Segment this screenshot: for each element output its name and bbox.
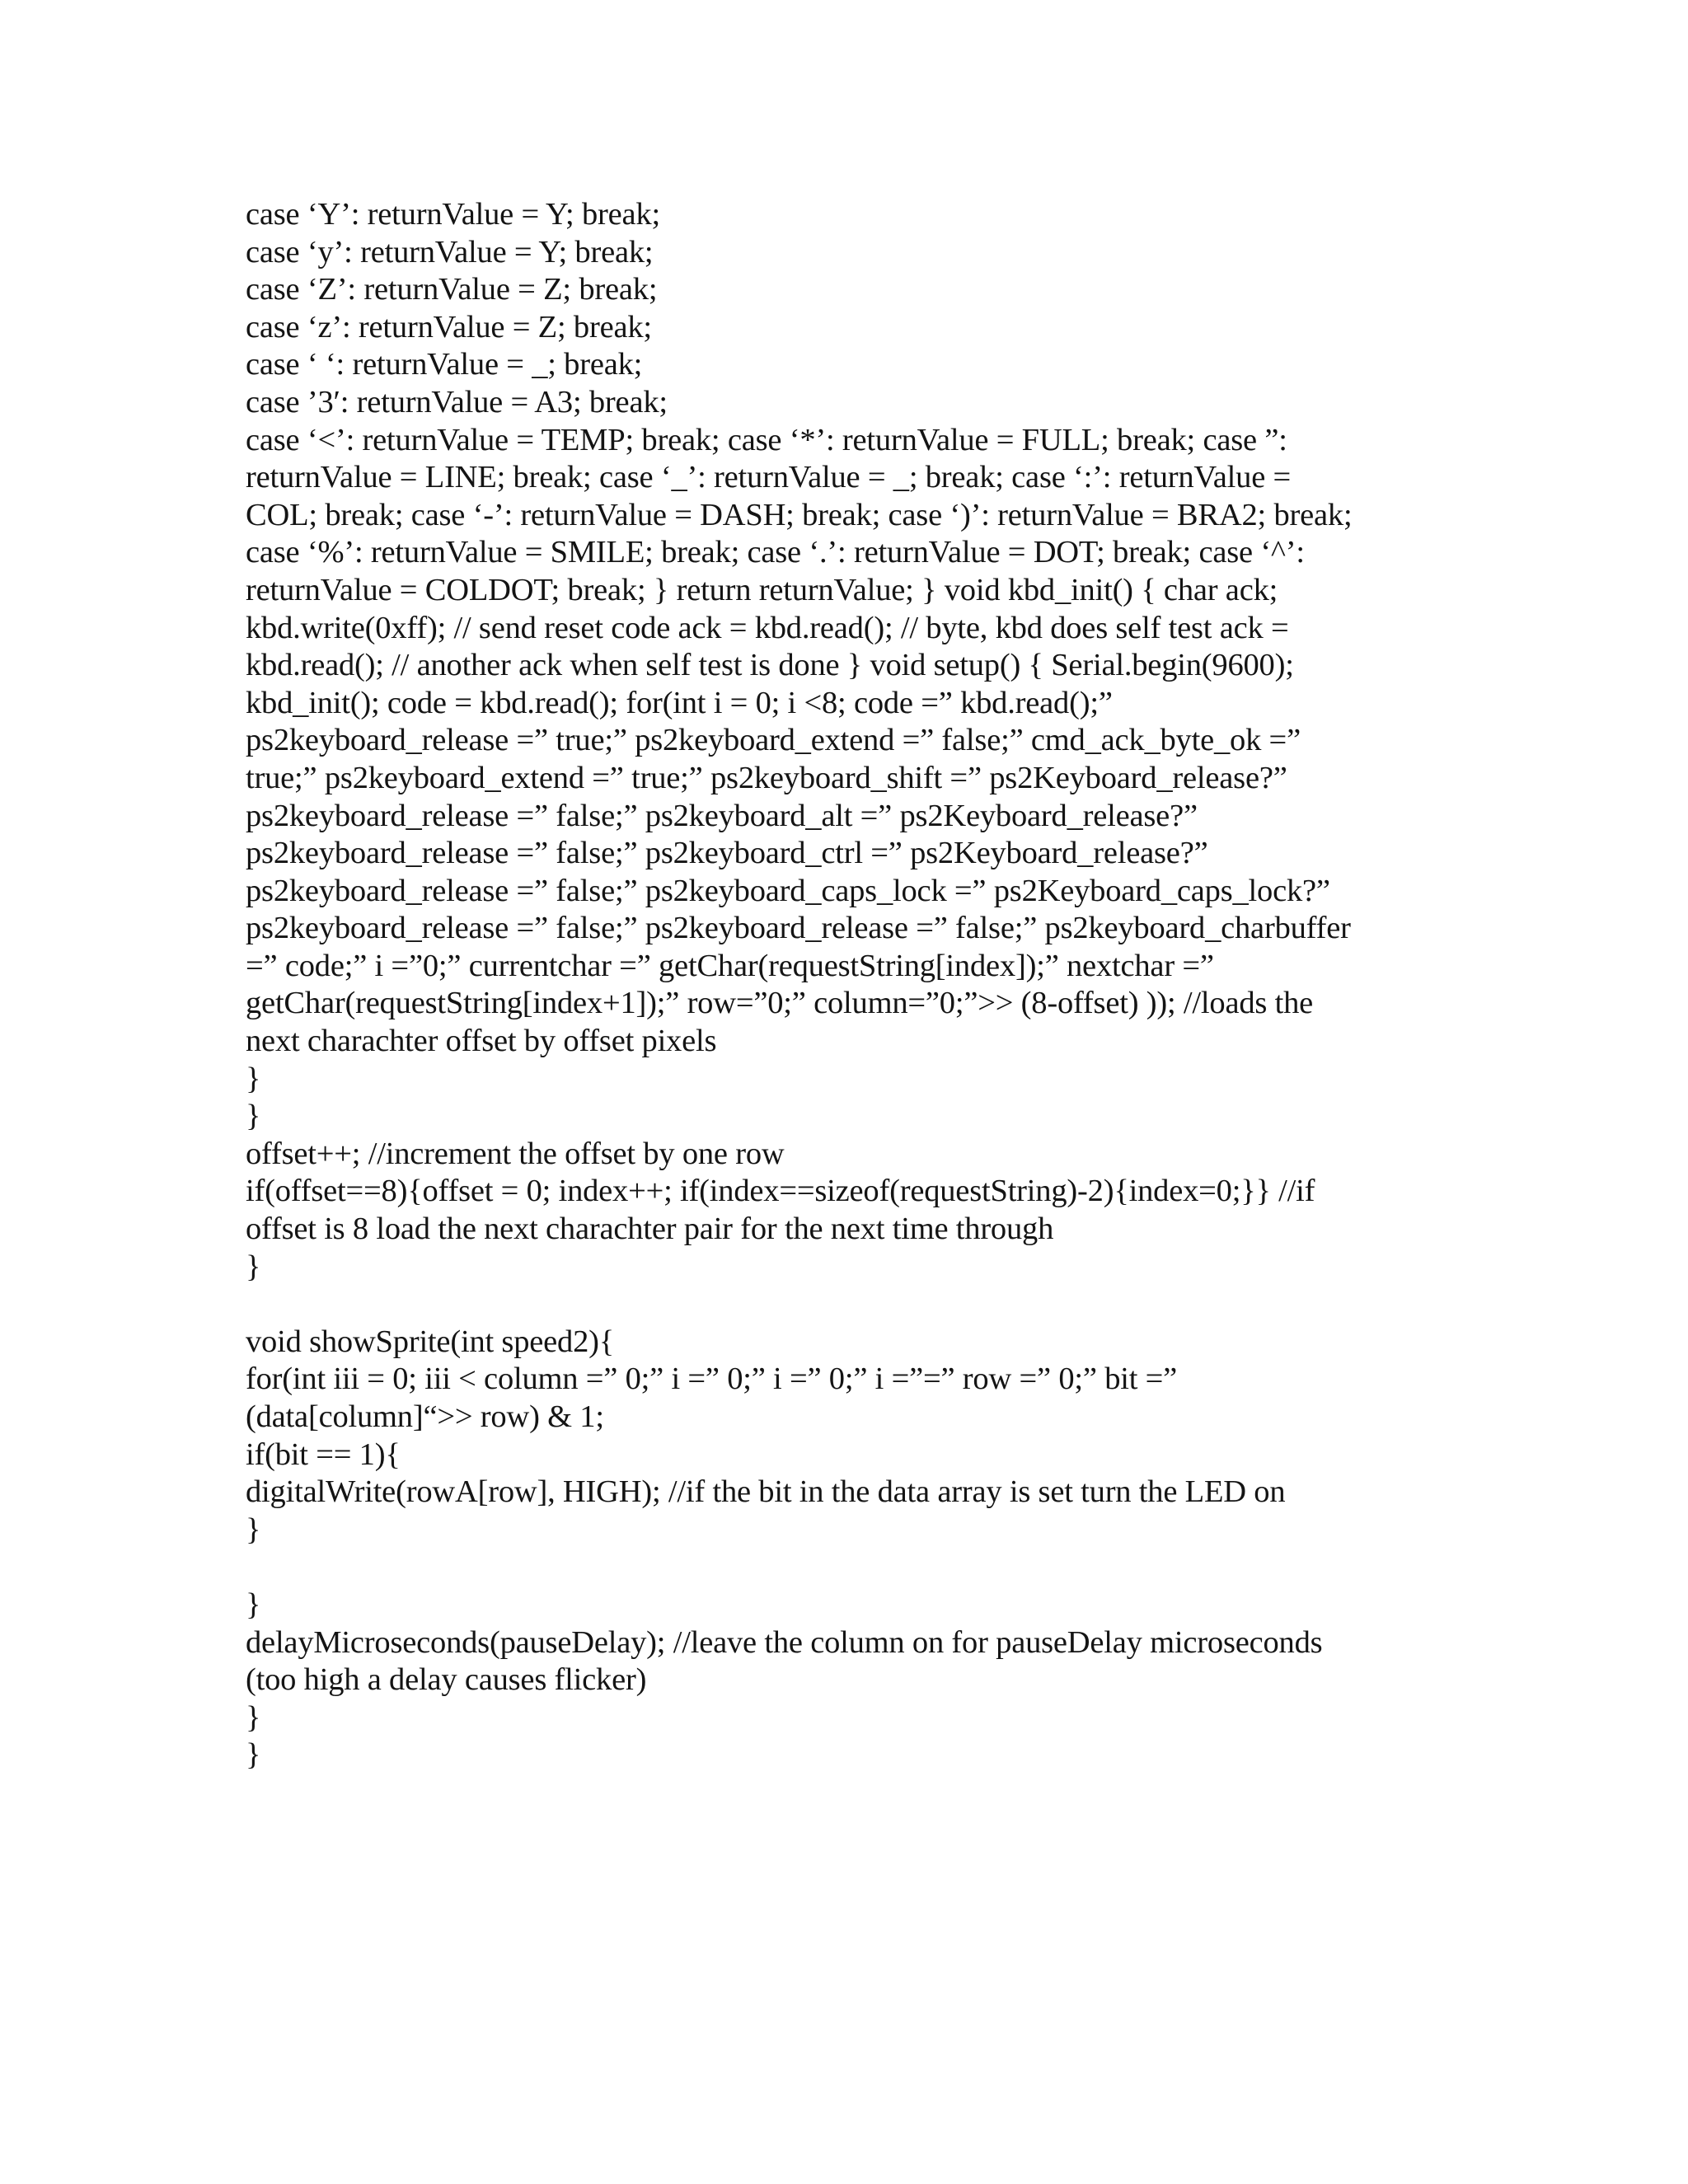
- text-line: }: [246, 1249, 261, 1284]
- text-line: delayMicroseconds(pauseDelay); //leave the column on for pauseDelay microseconds: [246, 1624, 1323, 1660]
- text-line: }: [246, 1511, 261, 1547]
- text-line: if(bit == 1){: [246, 1436, 401, 1472]
- text-line: void showSprite(int speed2){: [246, 1324, 615, 1359]
- text-line: [246, 1549, 1441, 1586]
- text-line: ps2keyboard_release =” false;” ps2keyboard_release =” false;” ps2keyboard_charbuffer: [246, 911, 1351, 946]
- text-line: true;” ps2keyboard_extend =” true;” ps2keyboard_shift =” ps2Keyboard_release?”: [246, 760, 1287, 795]
- text-line: [246, 1286, 1441, 1324]
- text-line: if(offset==8){offset = 0; index++; if(index==sizeof(requestString)-2){index=0;}} //if: [246, 1174, 1315, 1209]
- text-line: case ‘z’: returnValue = Z; break;: [246, 309, 652, 344]
- text-line: =” code;” i =”0;” currentchar =” getChar(requestString[index]);” nextchar =”: [246, 948, 1214, 983]
- text-line: case ‘%’: returnValue = SMILE; break; case ‘.’: returnValue = DOT; break; case ‘^’:: [246, 535, 1305, 570]
- text-line: case ‘ ‘: returnValue = _; break;: [246, 347, 643, 382]
- text-line: case ‘Y’: returnValue = Y; break;: [246, 197, 660, 232]
- text-line: ps2keyboard_release =” false;” ps2keyboard_ctrl =” ps2Keyboard_release?”: [246, 836, 1208, 871]
- text-line: case ’3′: returnValue = A3; break;: [246, 384, 668, 419]
- text-line: kbd.write(0xff); // send reset code ack = kbd.read(); // byte, kbd does self test ack =: [246, 610, 1289, 645]
- text-line: for(int iii = 0; iii < column =” 0;” i =” 0;” i =” 0;” i =”=” row =” 0;” bit =”: [246, 1361, 1178, 1397]
- text-line: case ‘y’: returnValue = Y; break;: [246, 234, 654, 269]
- text-line: }: [246, 1699, 261, 1735]
- text-line: kbd.read(); // another ack when self test is done } void setup() { Serial.begin(9600);: [246, 648, 1294, 683]
- text-line: (data[column]“>> row) & 1;: [246, 1399, 604, 1434]
- text-line: returnValue = COLDOT; break; } return returnValue; } void kbd_init() { char ack;: [246, 572, 1278, 607]
- text-line: offset is 8 load the next charachter pair for the next time through: [246, 1212, 1054, 1247]
- text-line: (too high a delay causes flicker): [246, 1662, 647, 1698]
- text-line: ps2keyboard_release =” false;” ps2keyboard_caps_lock =” ps2Keyboard_caps_lock?”: [246, 873, 1330, 908]
- code-text-block: [246, 196, 1441, 1774]
- text-line: case ‘Z’: returnValue = Z; break;: [246, 272, 658, 307]
- text-line: kbd_init(); code = kbd.read(); for(int i = 0; i <8; code =” kbd.read();”: [246, 685, 1113, 720]
- text-line: case ‘<’: returnValue = TEMP; break; case ‘*’: returnValue = FULL; break; case ”:: [246, 422, 1287, 457]
- text-line: }: [246, 1586, 261, 1622]
- text-line: digitalWrite(rowA[row], HIGH); //if the bit in the data array is set turn the LED on: [246, 1474, 1286, 1510]
- text-line: returnValue = LINE; break; case ‘_’: returnValue = _; break; case ‘:’: returnValue =: [246, 460, 1292, 495]
- text-line: getChar(requestString[index+1]);” row=”0;” column=”0;”>> (8-offset) )); //loads the: [246, 986, 1314, 1021]
- text-line: }: [246, 1061, 261, 1096]
- text-line: ps2keyboard_release =” true;” ps2keyboard_extend =” false;” cmd_ack_byte_ok =”: [246, 723, 1301, 758]
- text-line: next charachter offset by offset pixels: [246, 1024, 717, 1059]
- text-line: }: [246, 1099, 261, 1134]
- text-line: }: [246, 1737, 261, 1773]
- text-line: offset++; //increment the offset by one row: [246, 1136, 785, 1171]
- text-line: ps2keyboard_release =” false;” ps2keyboard_alt =” ps2Keyboard_release?”: [246, 798, 1198, 833]
- text-line: COL; break; case ‘-’: returnValue = DASH; break; case ‘)’: returnValue = BRA2; break;: [246, 497, 1353, 532]
